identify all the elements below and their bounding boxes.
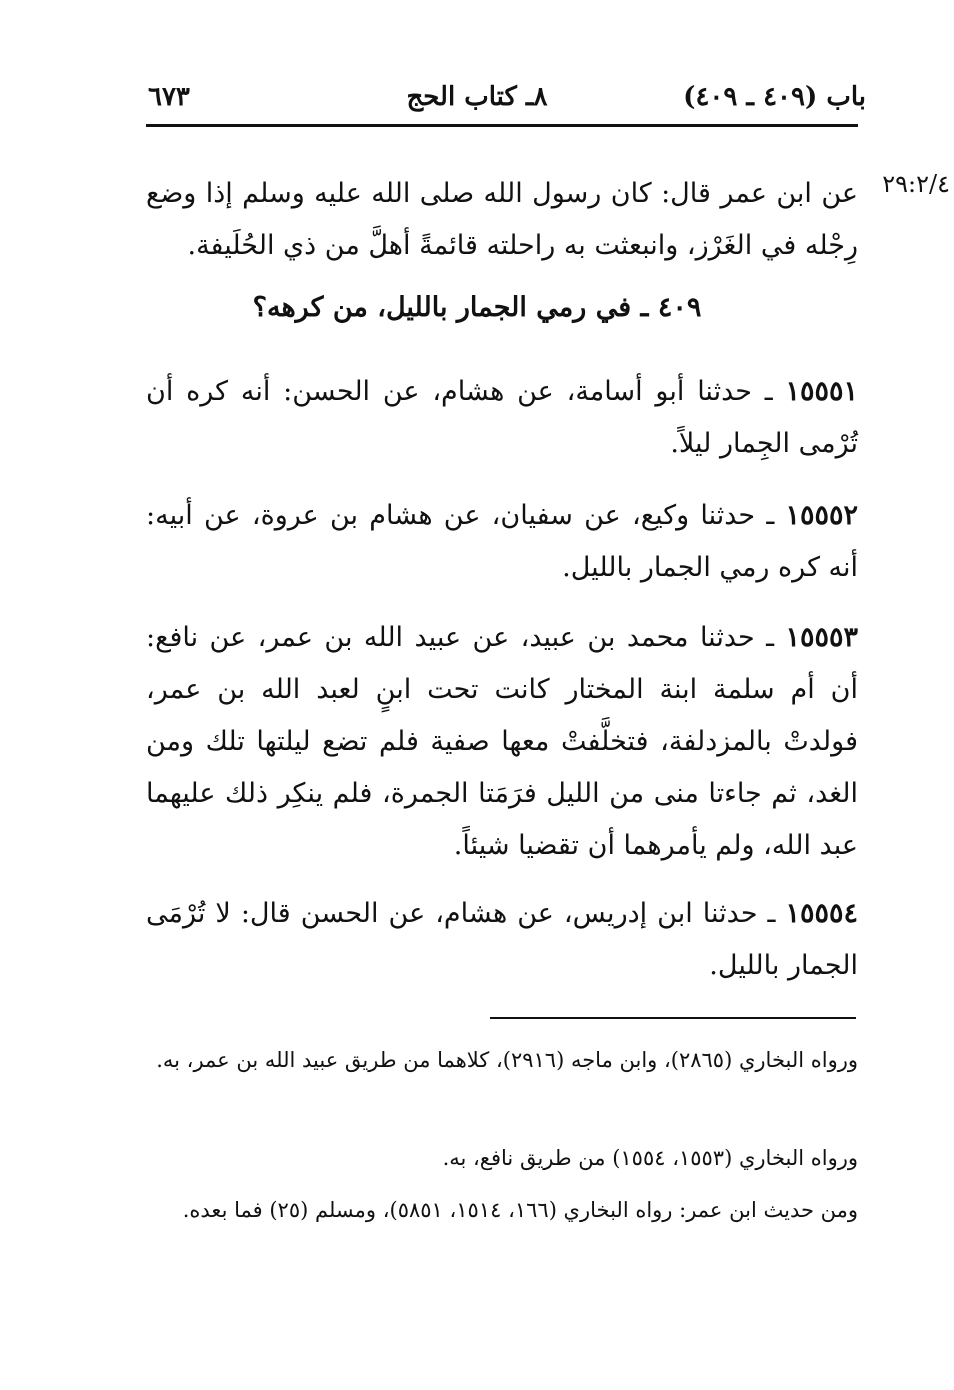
intro-paragraph: عن ابن عمر قال: كان رسول الله صلى الله عليه وسلم إذا وضع رِجْله في الغَرْز، وانبعثت به راحلته قائمةً أهلَّ من ذي الحُلَيفة.: [146, 178, 858, 261]
footnote-3: ومن حديث ابن عمر: رواه البخاري (١٦٦، ١٥١٤، ٥٨٥١)، ومسلم (٢٥) فما بعده.: [182, 1198, 858, 1222]
hadith-text: ـ حدثنا أبو أسامة، عن هشام، عن الحسن: أنه كره أن تُرْمى الجِمار ليلاً.: [146, 376, 858, 459]
footnote-2: ورواه البخاري (١٥٥٣، ١٥٥٤) من طريق نافع، به.: [442, 1146, 858, 1170]
hadith-15554: [146, 888, 858, 992]
running-header-chapter: باب (٤٠٩ ـ ٤٠٩): [683, 82, 866, 112]
hadith-text: ـ حدثنا ابن إدريس، عن هشام، عن الحسن قال: لا تُرْمَى الجمار بالليل.: [146, 898, 858, 981]
footnote-1: ورواه البخاري (٢٨٦٥)، وابن ماجه (٢٩١٦)، كلاهما من طريق عبيد الله بن عمر، به.: [156, 1048, 858, 1072]
hadith-number: ١٥٥٥٢: [785, 500, 858, 531]
hadith-15551: [146, 366, 858, 470]
hadith-15552: [146, 490, 858, 594]
hadith-number: ١٥٥٥١: [785, 376, 858, 407]
hadith-text: ـ حدثنا محمد بن عبيد، عن عبيد الله بن عمر، عن نافع: أن أم سلمة ابنة المختار كانت تحت ابنٍ لعبد الله بن عمر، فولدتْ بالمزدلفة، فتخلَّفتْ معها صفية فلم تضع ليلتها تلك ومن الغد، ثم جاءتا منى من الليل فرَمَتا الجمرة، فلم ينكِر ذلك عليهما عبد الله، ولم يأمرهما أن تقضيا شيئاً.: [146, 622, 858, 861]
margin-reference: ٢٩:٢/٤: [882, 170, 950, 198]
running-header-book: ٨ـ كتاب الحج: [406, 82, 548, 112]
page-number: ٦٧٣: [148, 82, 190, 112]
header-rule: [146, 124, 858, 127]
hadith-15553: [146, 612, 858, 872]
hadith-text: ـ حدثنا وكيع، عن سفيان، عن هشام بن عروة، عن أبيه: أنه كره رمي الجمار بالليل.: [146, 500, 858, 583]
section-title: ٤٠٩ ـ في رمي الجمار بالليل، من كرهه؟: [252, 292, 702, 323]
footnote-rule: [490, 1017, 856, 1019]
hadith-number: ١٥٥٥٤: [785, 898, 858, 929]
hadith-number: ١٥٥٥٣: [785, 622, 858, 653]
